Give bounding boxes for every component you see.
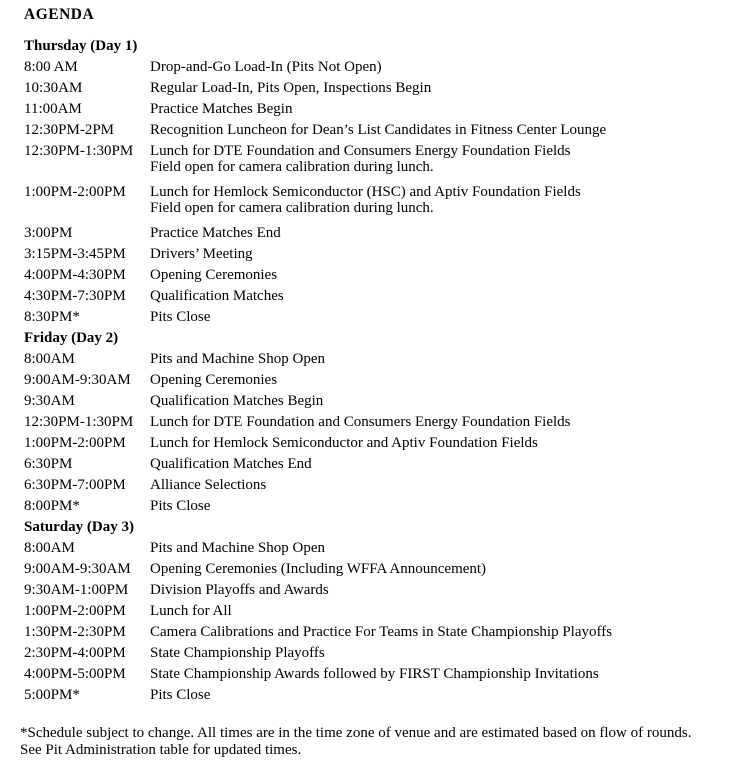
agenda-row <box>24 80 723 96</box>
agenda-row <box>24 225 723 241</box>
footnote-line-1: *Schedule subject to change. All times are in the time zone of venue and are estimated based on flow of rounds. <box>20 725 692 741</box>
event-description: Camera Calibrations and Practice For Teams in State Championship Playoffs <box>150 624 613 640</box>
event-description-cell <box>150 603 723 619</box>
event-time: 4:30PM-7:30PM <box>24 288 126 304</box>
event-description: Division Playoffs and Awards <box>150 582 329 598</box>
event-description: Opening Ceremonies (Including WFFA Announcement) <box>150 561 487 577</box>
event-description: Opening Ceremonies <box>150 372 278 388</box>
event-description-cell <box>150 267 723 283</box>
event-time: 12:30PM-1:30PM <box>24 414 134 430</box>
event-description-cell <box>150 498 723 514</box>
event-description: Pits Close <box>150 498 211 514</box>
day-section <box>24 38 723 325</box>
event-description: Lunch for DTE Foundation and Consumers Energy Foundation Fields <box>150 414 571 430</box>
event-description-cell <box>150 225 723 241</box>
agenda-row <box>24 435 723 451</box>
event-description: Qualification Matches Begin <box>150 393 324 409</box>
event-time: 5:00PM* <box>24 687 80 703</box>
event-time: 8:30PM* <box>24 309 80 325</box>
event-time: 4:00PM-4:30PM <box>24 267 126 283</box>
event-description-cell <box>150 59 723 75</box>
event-description-cell <box>150 246 723 262</box>
event-time: 8:00PM* <box>24 498 80 514</box>
event-description-cell <box>150 687 723 703</box>
event-time: 9:30AM <box>24 393 75 409</box>
event-description: Lunch for Hemlock Semiconductor and Aptiv Foundation Fields <box>150 435 538 451</box>
footnote <box>20 725 723 759</box>
event-description-cell <box>150 582 723 598</box>
agenda-row <box>24 624 723 640</box>
event-description: Drop-and-Go Load-In (Pits Not Open) <box>150 59 382 75</box>
event-description-cell <box>150 288 723 304</box>
event-description: Qualification Matches <box>150 288 284 304</box>
event-time: 1:00PM-2:00PM <box>24 435 126 451</box>
event-time: 9:00AM-9:30AM <box>24 561 131 577</box>
event-description: Lunch for All <box>150 603 232 619</box>
agenda-row <box>24 372 723 388</box>
event-time: 1:00PM-2:00PM <box>24 184 126 200</box>
event-description-cell <box>150 143 723 175</box>
day-header: Thursday (Day 1) <box>24 38 138 54</box>
event-time: 2:30PM-4:00PM <box>24 645 126 661</box>
agenda-days <box>24 38 723 703</box>
event-description-cell <box>150 184 723 216</box>
agenda-row <box>24 645 723 661</box>
event-description-cell <box>150 645 723 661</box>
event-description-cell <box>150 309 723 325</box>
agenda-row <box>24 184 723 216</box>
event-description: Practice Matches End <box>150 225 281 241</box>
event-description-cell <box>150 122 723 138</box>
event-description: Lunch for Hemlock Semiconductor (HSC) and Aptiv Foundation Fields <box>150 184 581 200</box>
event-description: Lunch for DTE Foundation and Consumers Energy Foundation Fields <box>150 143 571 159</box>
agenda-row <box>24 309 723 325</box>
event-description-cell <box>150 393 723 409</box>
event-description-cell <box>150 351 723 367</box>
event-note: Field open for camera calibration during lunch. <box>150 159 434 175</box>
event-description: Qualification Matches End <box>150 456 312 472</box>
event-description: Opening Ceremonies <box>150 267 278 283</box>
agenda-row <box>24 143 723 175</box>
event-description-cell <box>150 80 723 96</box>
event-note: Field open for camera calibration during lunch. <box>150 200 434 216</box>
event-description-cell <box>150 372 723 388</box>
agenda-row <box>24 477 723 493</box>
agenda-row <box>24 414 723 430</box>
event-time: 11:00AM <box>24 101 82 117</box>
event-time: 6:30PM-7:00PM <box>24 477 126 493</box>
event-description: State Championship Playoffs <box>150 645 325 661</box>
day-header: Friday (Day 2) <box>24 330 119 346</box>
event-time: 3:00PM <box>24 225 73 241</box>
event-description-cell <box>150 101 723 117</box>
event-description-cell <box>150 414 723 430</box>
day-header: Saturday (Day 3) <box>24 519 135 535</box>
agenda-row <box>24 561 723 577</box>
agenda-row <box>24 59 723 75</box>
event-description-cell <box>150 561 723 577</box>
event-time: 12:30PM-2PM <box>24 122 115 138</box>
event-time: 12:30PM-1:30PM <box>24 143 134 159</box>
event-time: 1:00PM-2:00PM <box>24 603 126 619</box>
agenda-row <box>24 101 723 117</box>
day-section <box>24 519 723 703</box>
agenda-row <box>24 540 723 556</box>
agenda-row <box>24 288 723 304</box>
event-description: Alliance Selections <box>150 477 267 493</box>
page-title: AGENDA <box>24 6 95 23</box>
agenda-row <box>24 246 723 262</box>
event-description-cell <box>150 477 723 493</box>
footnote-line-2: See Pit Administration table for updated times. <box>20 742 302 758</box>
event-description-cell <box>150 666 723 682</box>
agenda-row <box>24 603 723 619</box>
agenda-row <box>24 666 723 682</box>
agenda-row <box>24 122 723 138</box>
event-description: Regular Load-In, Pits Open, Inspections Begin <box>150 80 432 96</box>
agenda-row <box>24 393 723 409</box>
agenda-row <box>24 498 723 514</box>
event-description: Recognition Luncheon for Dean’s List Candidates in Fitness Center Lounge <box>150 122 607 138</box>
agenda-row <box>24 582 723 598</box>
event-description-cell <box>150 540 723 556</box>
agenda-row <box>24 267 723 283</box>
event-description: Drivers’ Meeting <box>150 246 253 262</box>
event-time: 10:30AM <box>24 80 83 96</box>
event-time: 4:00PM-5:00PM <box>24 666 126 682</box>
agenda-row <box>24 456 723 472</box>
event-description-cell <box>150 456 723 472</box>
event-description: Pits Close <box>150 309 211 325</box>
agenda-row <box>24 351 723 367</box>
event-description: Pits and Machine Shop Open <box>150 540 325 556</box>
day-section <box>24 330 723 514</box>
event-time: 3:15PM-3:45PM <box>24 246 126 262</box>
event-time: 1:30PM-2:30PM <box>24 624 126 640</box>
event-description: State Championship Awards followed by FIRST Championship Invitations <box>150 666 599 682</box>
event-time: 8:00AM <box>24 351 75 367</box>
event-time: 6:30PM <box>24 456 73 472</box>
agenda-row <box>24 687 723 703</box>
event-description-cell <box>150 624 723 640</box>
event-time: 9:00AM-9:30AM <box>24 372 131 388</box>
event-description-cell <box>150 435 723 451</box>
event-description: Pits and Machine Shop Open <box>150 351 325 367</box>
event-description: Pits Close <box>150 687 211 703</box>
event-time: 8:00AM <box>24 540 75 556</box>
event-time: 8:00 AM <box>24 59 78 75</box>
event-description: Practice Matches Begin <box>150 101 293 117</box>
event-time: 9:30AM-1:00PM <box>24 582 129 598</box>
